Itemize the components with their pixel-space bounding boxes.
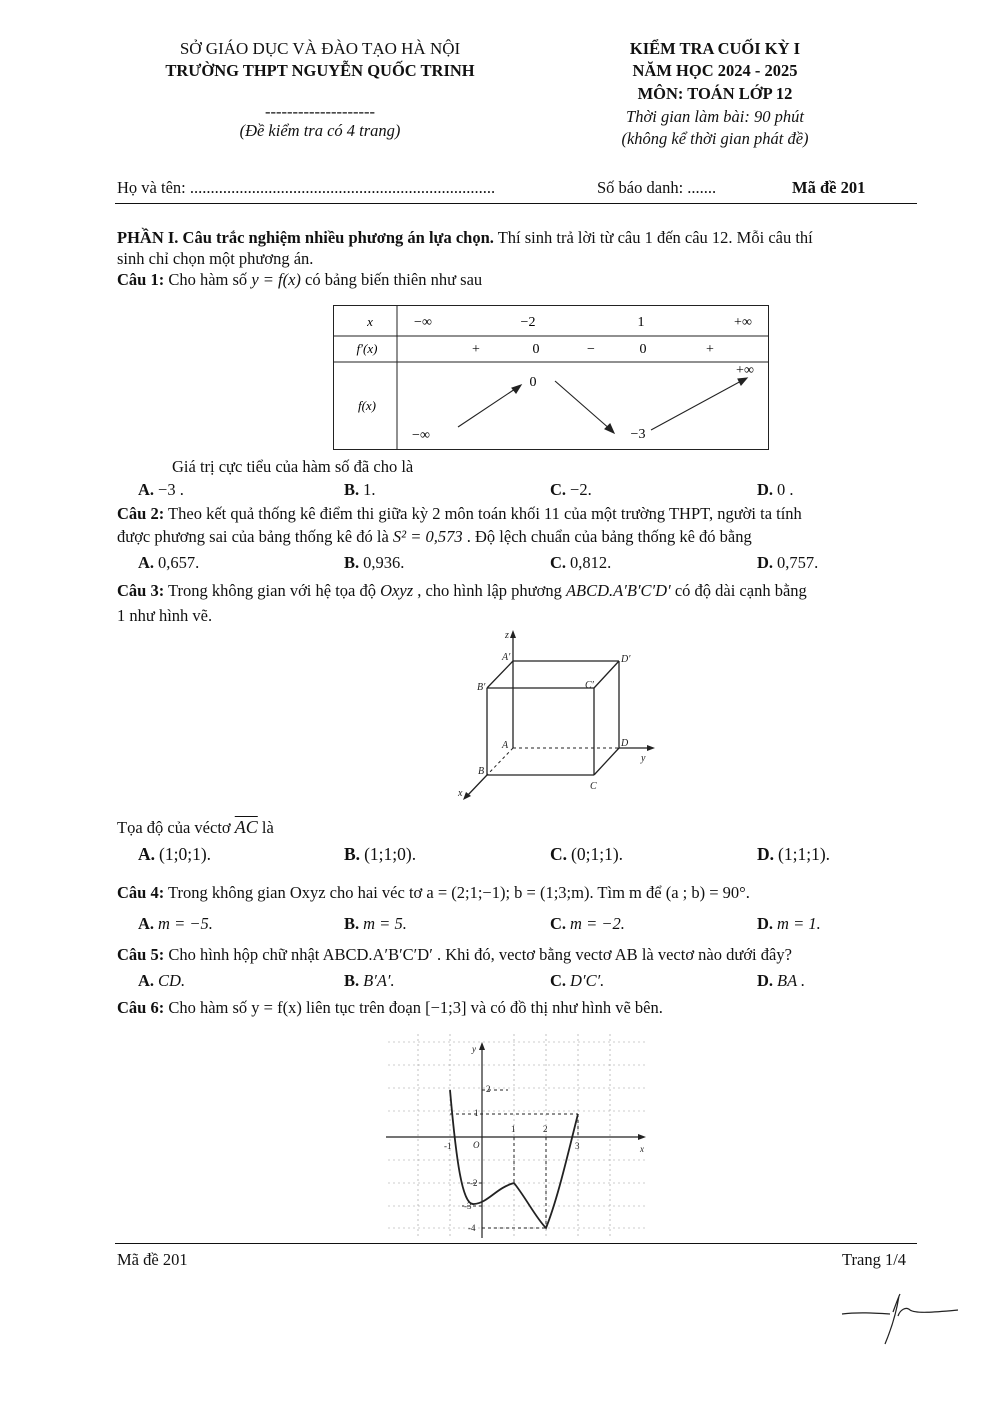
- question-1-function: y = f(x): [251, 270, 301, 289]
- table-x-value: +∞: [734, 315, 752, 330]
- time-limit: Thời gian làm bài: 90 phút: [626, 107, 804, 126]
- vector-ac: $\overline{AC}$: [234, 817, 258, 837]
- graph-y-axis-label: y: [472, 1044, 476, 1054]
- option-text: 0,936.: [363, 553, 405, 572]
- table-x-value: 1: [637, 315, 645, 330]
- option-key: C.: [550, 844, 568, 864]
- graph-tick-y-2: 2: [486, 1084, 491, 1094]
- header-rule: [115, 203, 917, 204]
- graph-x-axis-label: x: [640, 1144, 644, 1154]
- question-1-option-c[interactable]: [550, 479, 592, 501]
- question-3-option-a[interactable]: [138, 843, 211, 865]
- option-key: C.: [550, 553, 567, 572]
- header-left: [110, 38, 530, 142]
- department-name: SỞ GIÁO DỤC VÀ ĐÀO TẠO HÀ NỘI: [179, 39, 461, 58]
- question-3-option-c[interactable]: [550, 843, 623, 865]
- question-1-prompt: Giá trị cực tiểu của hàm số đã cho là: [172, 457, 414, 476]
- option-key: A.: [138, 971, 155, 990]
- question-2-option-c[interactable]: [550, 552, 611, 574]
- question-4-option-d[interactable]: [757, 913, 821, 935]
- option-text: (0;1;1).: [571, 844, 624, 864]
- question-1-option-b[interactable]: [344, 479, 376, 501]
- graph-tick-y-minus3: -3: [464, 1201, 472, 1211]
- option-key: D.: [757, 480, 774, 499]
- time-note: (không kể thời gian phát đề): [621, 129, 809, 148]
- table-sign: 0: [532, 342, 540, 357]
- question-3-line-2: 1 như hình vẽ.: [117, 606, 213, 625]
- subject-title: MÔN: TOÁN LỚP 12: [637, 84, 793, 103]
- question-6-text: Cho hàm số y = f(x) liên tục trên đoạn [−1;3] và có đồ thị như hình vẽ bên.: [164, 998, 663, 1017]
- option-text: B′A′.: [363, 971, 395, 990]
- option-key: A.: [138, 844, 156, 864]
- header-right: [570, 38, 860, 150]
- function-graph: [378, 1028, 658, 1240]
- question-1-text: Cho hàm số: [164, 270, 252, 289]
- pages-note: (Đề kiểm tra có 4 trang): [239, 121, 401, 140]
- header-dashes: --------------------: [265, 102, 375, 121]
- graph-tick-y-minus4: -4: [468, 1223, 476, 1233]
- table-x-value: −∞: [414, 315, 432, 330]
- graph-origin-label: O: [473, 1140, 480, 1150]
- graph-tick-x-minus1: -1: [444, 1141, 452, 1151]
- question-4-option-a[interactable]: [138, 913, 213, 935]
- option-key: D.: [757, 844, 775, 864]
- cube-figure: [455, 628, 665, 803]
- question-2-text: được phương sai của bảng thống kê đó là: [117, 527, 393, 546]
- option-text: 0,812.: [570, 553, 612, 572]
- option-text: (1;1;0).: [364, 844, 417, 864]
- vertex-a: A: [502, 740, 509, 751]
- cube-name: ABCD.A′B′C′D′: [565, 581, 671, 600]
- question-3-prompt: [117, 816, 274, 839]
- table-sign: +: [706, 342, 714, 357]
- footer-page-number: Trang 1/4: [842, 1250, 907, 1269]
- table-fprime-label: f′(x): [356, 341, 378, 356]
- coordinate-system: Oxyz: [380, 581, 414, 600]
- question-6: [117, 997, 663, 1019]
- option-text: 0,657.: [158, 553, 200, 572]
- question-5-text: Cho hình hộp chữ nhật ABCD.A′B′C′D′ . Khi đó, vectơ bằng vectơ AB là vectơ nào dưới đây?: [164, 945, 792, 964]
- vertex-b: B: [478, 766, 485, 777]
- option-key: D.: [757, 971, 774, 990]
- question-1-option-d[interactable]: [757, 479, 794, 501]
- question-2-label: Câu 2:: [117, 504, 165, 523]
- option-key: C.: [550, 971, 567, 990]
- question-3-option-b[interactable]: [344, 843, 416, 865]
- school-year: NĂM HỌC 2024 - 2025: [632, 61, 798, 80]
- option-key: D.: [757, 914, 774, 933]
- question-4-label: Câu 4:: [117, 883, 165, 902]
- sbd-field-label: Số báo danh: .......: [597, 178, 717, 197]
- question-6-label: Câu 6:: [117, 998, 165, 1017]
- question-2: [117, 503, 802, 525]
- question-5-option-a[interactable]: [138, 970, 185, 992]
- axis-y-label: y: [641, 753, 646, 764]
- table-x-label: x: [367, 314, 373, 329]
- question-5-option-b[interactable]: [344, 970, 395, 992]
- option-text: m = −2.: [570, 914, 625, 933]
- table-f-label: f(x): [357, 398, 377, 413]
- question-5: [117, 944, 792, 966]
- graph-tick-x-2: 2: [543, 1124, 548, 1134]
- question-3-label: Câu 3:: [117, 581, 165, 600]
- graph-tick-x-1: 1: [511, 1124, 516, 1134]
- table-sign: +: [472, 342, 480, 357]
- question-1: [117, 269, 482, 291]
- part1-instructions: Thí sinh trả lời từ câu 1 đến câu 12. Mỗi câu thí: [493, 228, 813, 247]
- question-5-label: Câu 5:: [117, 945, 165, 964]
- axis-z-label: z: [505, 630, 509, 641]
- question-3-prompt-text: Tọa độ của véctơ: [117, 818, 235, 837]
- question-5-option-d[interactable]: [757, 970, 805, 992]
- table-sign: −: [587, 342, 595, 357]
- option-text: 1.: [363, 480, 376, 499]
- question-3-option-d[interactable]: [757, 843, 830, 865]
- option-text: 0 .: [777, 480, 794, 499]
- question-2-option-d[interactable]: [757, 552, 818, 574]
- question-3-text: Trong không gian với hệ tọa độ: [164, 581, 381, 600]
- vertex-b-prime: B′: [477, 682, 486, 693]
- option-text: m = 5.: [363, 914, 407, 933]
- option-text: m = −5.: [158, 914, 213, 933]
- question-3-text-mid: , cho hình lập phương: [413, 581, 566, 600]
- name-field-label: Họ và tên: ..........................................................................: [117, 178, 496, 197]
- option-text: −3 .: [158, 480, 184, 499]
- part1-title: PHẦN I. Câu trắc nghiệm nhiều phương án lựa chọn.: [117, 228, 494, 247]
- question-2-line-2: [117, 526, 752, 548]
- vertex-a-prime: A′: [502, 652, 511, 663]
- option-key: A.: [138, 553, 155, 572]
- option-key: B.: [344, 480, 360, 499]
- question-2-text: Theo kết quả thống kê điểm thi giữa kỳ 2 môn toán khối 11 của một trường THPT, người ta tính: [164, 504, 802, 523]
- question-2-text-end: . Độ lệch chuẩn của bảng thống kê đó bằng: [462, 527, 752, 546]
- vertex-c-prime: C′: [585, 680, 594, 691]
- question-4-option-b[interactable]: [344, 913, 407, 935]
- table-f-value: −∞: [412, 428, 430, 443]
- option-key: A.: [138, 480, 155, 499]
- vertex-d: D: [621, 738, 629, 749]
- option-text: (1;1;1).: [778, 844, 831, 864]
- question-4-text: Trong không gian Oxyz cho hai véc tơ a = (2;1;−1); b = (1;3;m). Tìm m để (a ; b) = 90°.: [164, 883, 750, 902]
- signature-mark: [838, 1290, 963, 1350]
- table-sign: 0: [639, 342, 647, 357]
- option-key: B.: [344, 914, 360, 933]
- question-3-prompt-end: là: [257, 818, 274, 837]
- variance-formula: S² = 0,573: [392, 527, 463, 546]
- exam-title: KIỂM TRA CUỐI KỲ I: [629, 39, 801, 58]
- option-text: m = 1.: [777, 914, 821, 933]
- vertex-d-prime: D′: [621, 654, 631, 665]
- option-text: 0,757.: [777, 553, 819, 572]
- part1-instructions-2: sinh chỉ chọn một phương án.: [117, 249, 314, 268]
- option-key: A.: [138, 914, 155, 933]
- graph-tick-x-3: 3: [575, 1141, 580, 1151]
- exam-code: Mã đề 201: [792, 178, 866, 197]
- graph-tick-y-1: 1: [474, 1108, 479, 1118]
- option-text: BA .: [777, 971, 806, 990]
- question-1-option-a[interactable]: [138, 479, 184, 501]
- question-1-label: Câu 1:: [117, 270, 165, 289]
- part1-intro: [117, 227, 813, 249]
- table-f-value: −3: [630, 427, 646, 442]
- footer-rule: [115, 1243, 917, 1244]
- variation-table: [333, 305, 769, 451]
- footer-exam-code: Mã đề 201: [117, 1250, 188, 1269]
- axis-x-label: x: [458, 788, 463, 799]
- question-3-text-end: có độ dài cạnh bằng: [670, 581, 807, 600]
- option-key: B.: [344, 553, 360, 572]
- question-2-option-a[interactable]: [138, 552, 199, 574]
- option-text: −2.: [570, 480, 592, 499]
- option-text: (1;0;1).: [159, 844, 212, 864]
- option-key: B.: [344, 971, 360, 990]
- option-key: C.: [550, 914, 567, 933]
- question-3: [117, 580, 807, 602]
- question-2-option-b[interactable]: [344, 552, 404, 574]
- table-f-value: 0: [529, 375, 537, 390]
- question-1-text-end: có bảng biến thiên như sau: [300, 270, 483, 289]
- question-4-option-c[interactable]: [550, 913, 625, 935]
- question-4: [117, 882, 750, 904]
- school-name: TRƯỜNG THPT NGUYỄN QUỐC TRINH: [165, 61, 475, 80]
- option-text: D′C′.: [570, 971, 605, 990]
- option-key: D.: [757, 553, 774, 572]
- option-key: C.: [550, 480, 567, 499]
- graph-tick-y-minus2: -2: [470, 1178, 478, 1188]
- question-5-option-c[interactable]: [550, 970, 604, 992]
- table-f-value: +∞: [736, 363, 754, 378]
- table-x-value: −2: [520, 315, 536, 330]
- option-key: B.: [344, 844, 361, 864]
- option-text: CD.: [158, 971, 186, 990]
- vertex-c: C: [590, 781, 597, 792]
